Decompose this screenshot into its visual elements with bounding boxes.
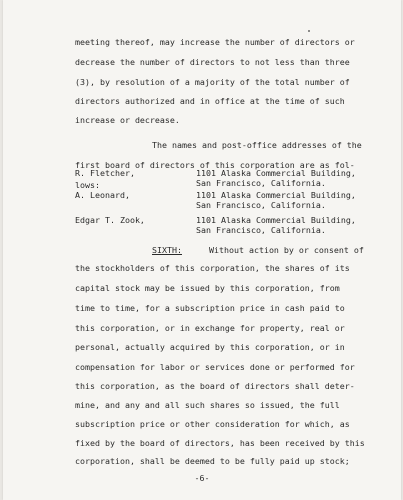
article-line: fixed by the board of directors, has been received by this [75,438,365,448]
article-line: Without action by or consent of [209,245,364,255]
paragraph-1-line: meeting thereof, may increase the number of directors or [75,37,355,47]
article-line: the stockholders of this corporation, the shares of its [75,263,350,273]
director-address-line-2: San Francisco, California. [196,200,326,210]
director-address-line-1: 1101 Alaska Commercial Building, [196,190,356,200]
ink-speck [308,30,310,32]
article-line: personal, actually acquired by this corporation, or in [75,342,345,352]
page-number: -6- [194,473,210,483]
article-line: this corporation, or in exchange for property, real or [75,323,345,333]
article-line: compensation for labor or services done or performed for [75,362,355,372]
article-line: corporation, shall be deemed to be fully paid up stock; [75,456,350,466]
article-line: mine, and any and all such shares so issued, the full [75,400,340,410]
director-address-line-1: 1101 Alaska Commercial Building, [196,168,356,178]
director-address-line-2: San Francisco, California. [196,225,326,235]
paragraph-1-line: directors authorized and in office at the time of such [75,96,345,106]
article-line: this corporation, as the board of directors shall deter- [75,381,355,391]
document-page [3,0,401,500]
director-name: Edgar T. Zook, [75,215,145,225]
paragraph-2-line: lows: [75,180,100,190]
paragraph-2-line: The names and post-office addresses of the [152,140,362,150]
article-line: subscription price or other consideration for which, as [75,419,350,429]
director-name: A. Leonard, [75,190,130,200]
director-address-line-2: San Francisco, California. [196,178,326,188]
article-line: capital stock may be issued by this corporation, from [75,283,340,293]
paragraph-2-line: first board of directors of this corporation are as fol- [75,160,355,170]
paragraph-1-line: decrease the number of directors to not less than three [75,57,350,67]
article-line: time to time, for a subscription price in cash paid to [75,303,345,313]
paragraph-1-line: (3), by resolution of a majority of the total number of [75,77,350,87]
director-address-line-1: 1101 Alaska Commercial Building, [196,215,356,225]
paragraph-1-line: increase or decrease. [75,115,180,125]
director-name: R. Fletcher, [75,168,135,178]
article-heading: SIXTH: [152,245,182,255]
